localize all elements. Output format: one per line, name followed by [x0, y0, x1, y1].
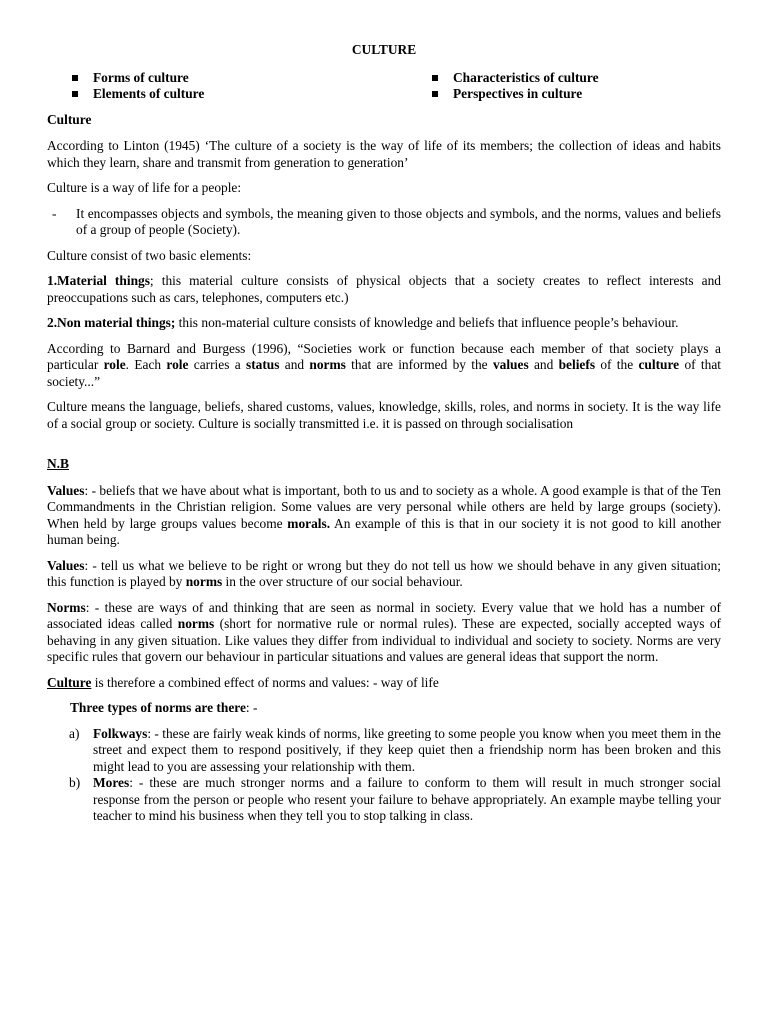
topic-item: Elements of culture — [47, 86, 407, 103]
page-title: CULTURE — [351, 42, 417, 57]
values-label: Values — [47, 482, 85, 498]
text-run: : - tell us what we believe to be right or wrong but they do not tell us how we should behave in any given situation; this function is played by — [47, 557, 721, 589]
material-things-paragraph — [47, 273, 721, 306]
text-run: of the — [595, 357, 639, 372]
dash-list-item — [47, 206, 721, 239]
values-paragraph-2 — [47, 558, 721, 591]
list-letter: b) — [69, 775, 81, 790]
text-run: in the over structure of our social behaviour. — [222, 574, 463, 589]
norm-type-text: : - these are much stronger norms and a failure to conform to them will result in much stronger social response from the person or people who resent your failure to behave appropriately. An example maybe telling your teacher to mind his business when they tell you to stop talking in class. — [93, 775, 721, 823]
text-run: . Each — [125, 357, 167, 372]
non-material-label: 2.Non material things; — [47, 315, 176, 330]
non-material-paragraph — [47, 315, 721, 332]
topic-list-right — [407, 70, 599, 103]
text-run: According to Barnard and Burgess (1996), “Societies work or function because each member of that society plays a particular — [47, 340, 721, 372]
dash-marker: - — [52, 205, 57, 221]
bold-term: values — [492, 357, 529, 372]
text-run: (short for normative rule or normal rules). These are expected, socially accepted ways of behaving in any given situation. Like values they differ from individual to individual and society to society. Norms are very specific rules that govern our behaviour in particular situations and values are general ideas that support the norm. — [47, 616, 721, 664]
dash-text: It encompasses objects and symbols, the meaning given to those objects and symbols, and the norms, values and beliefs of a group of people (Society). — [76, 205, 721, 237]
document-page — [47, 42, 721, 825]
text-run: An example of this is that in our society it is not good to kill another human being. — [47, 515, 721, 547]
linton-definition: According to Linton (1945) ‘The culture of a society is the way of life of its members; the collection of ideas and habits which they learn, share and transmit from generation to generation’ — [47, 138, 721, 170]
norm-type-label: Mores — [93, 775, 130, 790]
bold-term: norms — [309, 357, 346, 372]
bold-term: status — [245, 357, 280, 372]
list-item — [47, 775, 721, 825]
bold-term: beliefs — [558, 357, 596, 372]
topic-item: Perspectives in culture — [407, 86, 599, 103]
culture-summary — [47, 675, 721, 692]
list-letter: a) — [69, 725, 80, 741]
norm-types-list — [47, 726, 721, 825]
norm-type-label: Folkways — [93, 725, 148, 741]
text-run: : - these are ways of and thinking that are seen as normal in society. Every value that we hold has a number of associated ideas called — [47, 599, 721, 631]
topic-item: Characteristics of culture — [407, 70, 599, 87]
nb-heading: N.B — [47, 456, 69, 471]
norms-paragraph — [47, 600, 721, 666]
elements-intro: Culture consist of two basic elements: — [47, 247, 252, 263]
text-run: and — [279, 357, 310, 372]
text-run: that are informed by the — [345, 357, 493, 372]
culture-summary-label: Culture — [47, 674, 92, 690]
barnard-burgess-quote — [47, 341, 721, 391]
bold-term: norms — [185, 574, 223, 589]
topic-list — [47, 70, 721, 103]
bold-term: role — [103, 357, 126, 372]
bold-term: norms — [177, 616, 215, 631]
bold-term: role — [166, 357, 189, 372]
non-material-text: this non-material culture consists of knowledge and beliefs that influence people’s behaviour. — [175, 315, 679, 330]
norm-types-heading — [70, 700, 721, 717]
text-run: of that society...” — [47, 357, 721, 389]
norm-types-heading-text: Three types of norms are there — [70, 700, 246, 715]
culture-means-paragraph: Culture means the language, beliefs, shared customs, values, knowledge, skills, roles, and norms in society. It is the way life of a social group or society. Culture is socially transmitted i.e. it is passed on through socialisation — [47, 399, 721, 431]
text-run: and — [528, 357, 559, 372]
values-paragraph-1 — [47, 483, 721, 549]
way-of-life-intro: Culture is a way of life for a people: — [47, 180, 242, 195]
list-item — [47, 726, 721, 776]
topic-list-left — [47, 70, 407, 103]
values-label: Values — [47, 557, 85, 573]
material-things-text: ; this material culture consists of physical objects that a society creates to reflect interests and preoccupations such as cars, telephones, computers etc.) — [47, 273, 722, 305]
norms-label: Norms — [47, 599, 86, 615]
section-heading-culture: Culture — [47, 111, 92, 127]
text-run: is therefore a combined effect of norms and values: - way of life — [91, 674, 439, 690]
material-things-label: 1.Material things — [47, 273, 150, 288]
text-run: : - beliefs that we have about what is important, both to us and to society as a whole. A good example is that of the Ten Commandments in the Christian religion. Some values are very personal while others are held by large groups (society). When held by large groups values become — [47, 482, 721, 531]
topic-item: Forms of culture — [47, 70, 407, 87]
text-run: carries a — [188, 357, 246, 372]
norm-type-text: : - these are fairly weak kinds of norms, like greeting to some people you know when you meet them in the street and expect them to respond positively, if they keep quiet then a friendship norm has been broken and this might lead to you are assessing your relationship with them. — [93, 725, 721, 774]
norm-types-heading-suffix: : - — [245, 700, 258, 715]
bold-term: morals. — [287, 515, 331, 531]
bold-term: culture — [638, 357, 680, 372]
